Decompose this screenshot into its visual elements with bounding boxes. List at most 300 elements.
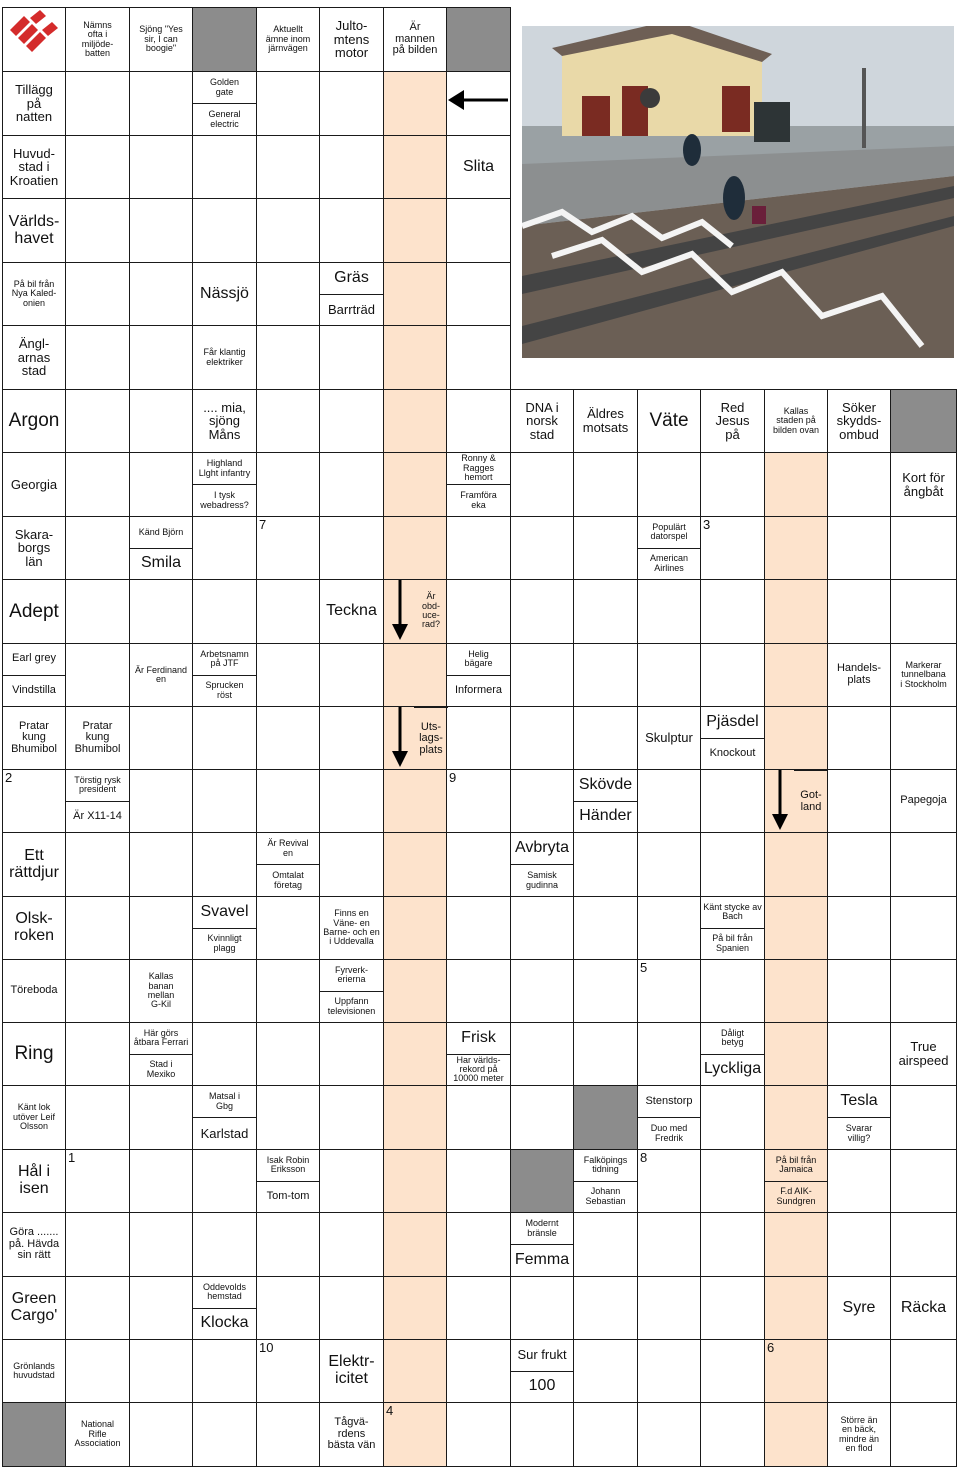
cell-number: 7 (259, 517, 267, 532)
answer-cell[interactable] (65, 896, 130, 960)
answer-cell[interactable] (65, 198, 130, 263)
answer-cell[interactable] (510, 1085, 574, 1150)
answer-cell[interactable] (192, 706, 257, 770)
clue-box (828, 1403, 890, 1466)
answer-cell[interactable] (446, 1149, 511, 1213)
answer-cell[interactable] (256, 1085, 320, 1150)
clue-box (257, 8, 319, 71)
answer-cell[interactable] (700, 1402, 765, 1467)
clue-box (3, 1023, 65, 1085)
clue-text: Matsal i Gbg (208, 1091, 240, 1111)
answer-cell[interactable] (764, 579, 828, 644)
answer-cell[interactable] (383, 896, 447, 960)
answer-cell[interactable] (256, 262, 320, 326)
clue-text: Teckna (326, 602, 377, 620)
answer-cell[interactable] (446, 769, 511, 833)
answer-cell[interactable] (890, 832, 957, 897)
answer-cell[interactable] (827, 579, 891, 644)
answer-cell[interactable] (129, 1402, 193, 1467)
answer-cell[interactable] (700, 1339, 765, 1403)
answer-cell[interactable] (827, 1022, 891, 1086)
answer-cell[interactable] (383, 1402, 447, 1467)
answer-cell[interactable] (827, 706, 891, 770)
answer-cell[interactable] (446, 198, 511, 263)
answer-cell[interactable] (129, 1212, 193, 1277)
answer-cell[interactable] (256, 1212, 320, 1277)
answer-cell[interactable] (65, 579, 130, 644)
answer-cell[interactable] (764, 959, 828, 1023)
clue-text: Nässjö (200, 284, 249, 302)
answer-cell[interactable] (890, 1149, 957, 1213)
clue-cell (256, 832, 320, 897)
answer-cell[interactable] (383, 135, 447, 199)
answer-cell[interactable] (319, 1085, 384, 1150)
answer-cell[interactable] (700, 452, 765, 517)
clue-cell (129, 516, 193, 580)
answer-cell[interactable] (827, 516, 891, 580)
clue-text: General electric (193, 103, 256, 135)
clue-cell (2, 1022, 66, 1086)
answer-cell[interactable] (192, 959, 257, 1023)
answer-cell[interactable] (129, 769, 193, 833)
answer-cell[interactable] (764, 706, 828, 770)
answer-cell[interactable] (383, 71, 447, 136)
answer-cell[interactable] (446, 325, 511, 390)
answer-cell[interactable] (256, 706, 320, 770)
answer-cell[interactable] (319, 452, 384, 517)
clue-cell (129, 959, 193, 1023)
clue-text: Göra ....... på. Hävda sin rätt (8, 1226, 60, 1262)
answer-cell[interactable] (446, 262, 511, 326)
clue-text: Händer (574, 801, 637, 833)
answer-cell[interactable] (573, 832, 638, 897)
clue-text: Isak Robin Eriksson (266, 1154, 310, 1175)
clue-box (3, 263, 65, 325)
answer-cell[interactable] (319, 769, 384, 833)
answer-cell[interactable] (637, 1149, 701, 1213)
answer-cell[interactable] (383, 769, 447, 833)
answer-cell[interactable] (65, 1085, 130, 1150)
answer-cell[interactable] (573, 516, 638, 580)
answer-cell[interactable] (637, 896, 701, 960)
answer-cell[interactable] (700, 832, 765, 897)
answer-cell[interactable] (764, 896, 828, 960)
answer-cell[interactable] (65, 643, 130, 707)
answer-cell[interactable] (446, 1339, 511, 1403)
answer-cell[interactable] (65, 516, 130, 580)
answer-cell[interactable] (129, 1339, 193, 1403)
answer-cell[interactable] (383, 643, 447, 707)
answer-cell[interactable] (256, 579, 320, 644)
answer-cell[interactable] (129, 452, 193, 517)
clue-text: Handels- plats (836, 662, 882, 686)
answer-cell[interactable] (637, 832, 701, 897)
answer-cell[interactable] (764, 1022, 828, 1086)
answer-cell[interactable] (827, 452, 891, 517)
clue-cell (192, 71, 257, 136)
cell-number: 4 (386, 1403, 394, 1418)
answer-cell[interactable] (256, 959, 320, 1023)
answer-cell[interactable] (827, 959, 891, 1023)
answer-cell[interactable] (65, 262, 130, 326)
answer-cell[interactable] (890, 1212, 957, 1277)
clue-text: I tysk webadress? (193, 484, 256, 516)
clue-box (891, 453, 956, 516)
answer-cell[interactable] (573, 959, 638, 1023)
answer-cell[interactable] (383, 516, 447, 580)
answer-cell[interactable] (827, 832, 891, 897)
answer-cell[interactable] (446, 959, 511, 1023)
clue-text: Känt lok utöver Leif Olsson (12, 1102, 56, 1132)
answer-cell[interactable] (446, 832, 511, 897)
cell-number: 9 (449, 770, 457, 785)
answer-cell[interactable] (129, 896, 193, 960)
answer-cell[interactable] (446, 1402, 511, 1467)
answer-cell[interactable] (192, 198, 257, 263)
clue-box (193, 1086, 256, 1149)
answer-cell[interactable] (764, 516, 828, 580)
clue-box (193, 1277, 256, 1339)
clue-box (574, 1150, 637, 1212)
clue-cell (890, 643, 957, 707)
answer-cell[interactable] (573, 1402, 638, 1467)
answer-cell[interactable] (573, 1339, 638, 1403)
clue-cell (192, 452, 257, 517)
clue-text: Ett rättdjur (9, 846, 59, 881)
clue-text: Syre (842, 1298, 876, 1316)
answer-cell[interactable] (65, 1022, 130, 1086)
clue-box (638, 517, 700, 579)
answer-cell[interactable] (764, 832, 828, 897)
clue-cell (637, 706, 701, 770)
clue-cell (2, 579, 66, 644)
answer-cell[interactable] (129, 1149, 193, 1213)
answer-cell[interactable] (510, 579, 574, 644)
answer-cell[interactable] (890, 896, 957, 960)
clue-text: Känt stycke av Bach (703, 901, 762, 922)
answer-cell[interactable] (383, 198, 447, 263)
clue-text: American Airlines (638, 548, 700, 580)
answer-cell[interactable] (764, 1085, 828, 1150)
answer-cell[interactable] (383, 1022, 447, 1086)
clue-cell (319, 262, 384, 326)
answer-cell[interactable] (637, 452, 701, 517)
clue-box (3, 707, 65, 769)
answer-cell[interactable] (637, 579, 701, 644)
answer-cell[interactable] (827, 1149, 891, 1213)
answer-cell[interactable] (700, 1212, 765, 1277)
cell-number: 10 (259, 1340, 274, 1355)
answer-cell[interactable] (319, 389, 384, 453)
answer-cell[interactable] (2, 769, 66, 833)
answer-cell[interactable] (319, 135, 384, 199)
answer-cell[interactable] (383, 1276, 447, 1340)
answer-cell[interactable] (256, 1402, 320, 1467)
answer-cell[interactable] (764, 643, 828, 707)
clue-text: Väte (649, 410, 689, 432)
answer-cell[interactable] (890, 706, 957, 770)
answer-cell[interactable] (319, 1149, 384, 1213)
answer-cell[interactable] (383, 959, 447, 1023)
answer-cell[interactable] (319, 71, 384, 136)
answer-cell[interactable] (192, 1402, 257, 1467)
answer-cell[interactable] (65, 959, 130, 1023)
answer-cell[interactable] (573, 452, 638, 517)
clue-text: Räcka (900, 1298, 947, 1316)
answer-cell[interactable] (319, 706, 384, 770)
answer-cell[interactable] (192, 769, 257, 833)
answer-cell[interactable] (510, 452, 574, 517)
answer-cell[interactable] (764, 1402, 828, 1467)
clue-box (320, 1403, 383, 1466)
answer-cell[interactable] (129, 262, 193, 326)
answer-cell[interactable] (192, 1149, 257, 1213)
answer-cell[interactable] (510, 1022, 574, 1086)
answer-cell[interactable] (65, 325, 130, 390)
clue-text: Världs- havet (8, 212, 60, 247)
clue-text: Duo med Fredrik (638, 1117, 700, 1149)
clue-text: Populärt datorspel (650, 521, 688, 542)
answer-cell[interactable] (319, 643, 384, 707)
answer-cell[interactable] (256, 1022, 320, 1086)
answer-cell[interactable] (890, 1339, 957, 1403)
answer-cell[interactable] (319, 832, 384, 897)
answer-cell[interactable] (192, 1339, 257, 1403)
answer-cell (573, 1085, 638, 1150)
answer-cell[interactable] (129, 832, 193, 897)
clue-text: Arbetsnamn på JTF (200, 648, 249, 669)
clue-cell (890, 1022, 957, 1086)
answer-cell[interactable] (764, 452, 828, 517)
answer-cell[interactable] (446, 1212, 511, 1277)
answer-cell[interactable] (890, 959, 957, 1023)
answer-cell[interactable] (637, 1276, 701, 1340)
clue-text: Uppfann televisionen (320, 991, 383, 1023)
answer-cell[interactable] (573, 579, 638, 644)
clue-text: Sur frukt (517, 1347, 567, 1363)
answer-cell[interactable] (573, 1276, 638, 1340)
answer-cell[interactable] (192, 1022, 257, 1086)
answer-cell[interactable] (129, 325, 193, 390)
clue-box (3, 644, 65, 706)
answer-cell[interactable] (446, 516, 511, 580)
answer-cell[interactable] (65, 389, 130, 453)
answer-cell[interactable] (383, 1339, 447, 1403)
answer-cell[interactable] (700, 959, 765, 1023)
clue-cell (2, 896, 66, 960)
answer-cell[interactable] (65, 1339, 130, 1403)
answer-cell[interactable] (700, 1085, 765, 1150)
answer-cell[interactable] (383, 262, 447, 326)
answer-cell (446, 7, 511, 72)
answer-cell[interactable] (890, 516, 957, 580)
clue-text: Golden gate (209, 77, 240, 97)
answer-cell[interactable] (510, 959, 574, 1023)
answer-cell[interactable] (192, 516, 257, 580)
clue-cell (2, 516, 66, 580)
answer-cell[interactable] (129, 1276, 193, 1340)
answer-cell[interactable] (319, 198, 384, 263)
answer-cell[interactable] (510, 896, 574, 960)
answer-cell[interactable] (510, 1276, 574, 1340)
answer-cell[interactable] (637, 1212, 701, 1277)
answer-cell[interactable] (129, 198, 193, 263)
answer-cell[interactable] (65, 1212, 130, 1277)
clue-text: Känd Björn (138, 526, 184, 537)
clue-text: 100 (511, 1371, 573, 1403)
answer-cell[interactable] (129, 71, 193, 136)
answer-cell[interactable] (700, 579, 765, 644)
down-arrow-icon (772, 770, 788, 832)
answer-cell[interactable] (637, 1402, 701, 1467)
answer-cell[interactable] (319, 1276, 384, 1340)
clue-box (765, 1150, 827, 1212)
answer-cell[interactable] (446, 389, 511, 453)
answer-cell[interactable] (319, 1022, 384, 1086)
station-photo (522, 26, 954, 358)
clue-text: Argon (8, 410, 60, 432)
answer-cell[interactable] (827, 1339, 891, 1403)
answer-cell[interactable] (129, 1085, 193, 1150)
answer-cell[interactable] (510, 643, 574, 707)
answer-cell[interactable] (446, 579, 511, 644)
answer-cell[interactable] (383, 832, 447, 897)
clue-text: Är Revival en (267, 838, 309, 858)
answer-cell[interactable] (446, 1276, 511, 1340)
answer-cell[interactable] (510, 516, 574, 580)
clue-text: Stenstorp (645, 1094, 693, 1107)
clue-cell (573, 769, 638, 833)
answer-cell[interactable] (256, 1339, 320, 1403)
answer-cell[interactable] (256, 325, 320, 390)
answer-cell[interactable] (65, 1149, 130, 1213)
answer-cell[interactable] (256, 135, 320, 199)
answer-cell[interactable] (637, 959, 701, 1023)
answer-cell[interactable] (700, 643, 765, 707)
answer-cell[interactable] (256, 198, 320, 263)
answer-cell[interactable] (65, 71, 130, 136)
answer-cell[interactable] (573, 1022, 638, 1086)
answer-cell[interactable] (890, 1402, 957, 1467)
answer-cell[interactable] (65, 832, 130, 897)
answer-cell[interactable] (129, 135, 193, 199)
answer-cell[interactable] (383, 1085, 447, 1150)
clue-text: Oddevolds hemstad (202, 1281, 247, 1302)
answer-cell[interactable] (510, 1402, 574, 1467)
answer-cell[interactable] (700, 769, 765, 833)
clue-text: Karlstad (193, 1117, 256, 1149)
answer-cell[interactable] (573, 643, 638, 707)
clue-text: Kort för ångbåt (902, 469, 945, 499)
answer-cell[interactable] (573, 896, 638, 960)
answer-cell[interactable] (573, 1212, 638, 1277)
answer-cell[interactable] (764, 1339, 828, 1403)
clue-text: Elektr- icitet (328, 1353, 375, 1387)
answer-cell[interactable] (192, 832, 257, 897)
answer-cell[interactable] (192, 135, 257, 199)
answer-cell[interactable] (383, 389, 447, 453)
answer-cell[interactable] (383, 452, 447, 517)
answer-cell[interactable] (65, 135, 130, 199)
clue-box (447, 453, 510, 516)
answer-cell[interactable] (256, 1276, 320, 1340)
answer-cell[interactable] (890, 579, 957, 644)
answer-cell[interactable] (256, 516, 320, 580)
clue-text: Green Cargo' (10, 1290, 58, 1324)
answer-cell[interactable] (129, 389, 193, 453)
clue-cell (319, 579, 384, 644)
answer-cell[interactable] (383, 325, 447, 390)
clue-cell (319, 896, 384, 960)
answer-cell[interactable] (890, 1085, 957, 1150)
clue-text: Hål i isen (17, 1163, 50, 1197)
answer-cell[interactable] (446, 706, 511, 770)
clue-cell (446, 1022, 511, 1086)
answer-cell[interactable] (700, 516, 765, 580)
answer-cell[interactable] (764, 1276, 828, 1340)
answer-cell[interactable] (65, 1276, 130, 1340)
clue-box (701, 707, 764, 769)
answer-cell[interactable] (637, 1339, 701, 1403)
answer-cell[interactable] (129, 579, 193, 644)
answer-cell[interactable] (319, 516, 384, 580)
answer-cell[interactable] (256, 643, 320, 707)
clue-cell (65, 7, 130, 72)
answer-cell[interactable] (700, 1149, 765, 1213)
answer-cell[interactable] (65, 452, 130, 517)
clue-box (638, 707, 700, 769)
answer-cell[interactable] (256, 769, 320, 833)
answer-cell[interactable] (256, 389, 320, 453)
answer-cell[interactable] (383, 1149, 447, 1213)
answer-cell[interactable] (192, 1212, 257, 1277)
answer-cell[interactable] (700, 1276, 765, 1340)
answer-cell[interactable] (256, 71, 320, 136)
answer-cell[interactable] (637, 1022, 701, 1086)
clue-text: Större än en bäck, mindre än en flod (838, 1414, 880, 1453)
answer-cell[interactable] (256, 452, 320, 517)
left-arrow-icon (448, 88, 510, 112)
answer-cell[interactable] (446, 1085, 511, 1150)
answer-cell[interactable] (510, 706, 574, 770)
clue-cell (764, 1149, 828, 1213)
clue-box (828, 644, 890, 706)
clue-box (66, 8, 129, 71)
answer-cell[interactable] (637, 769, 701, 833)
answer-cell[interactable] (510, 769, 574, 833)
clue-text: Olsk- roken (13, 910, 55, 944)
clue-box (828, 1086, 890, 1149)
answer-cell[interactable] (573, 706, 638, 770)
answer-cell[interactable] (764, 1212, 828, 1277)
answer-cell[interactable] (319, 325, 384, 390)
answer-cell[interactable] (827, 1212, 891, 1277)
answer-cell[interactable] (192, 579, 257, 644)
clue-text: Söker skydds- ombud (836, 399, 882, 442)
answer-cell[interactable] (827, 896, 891, 960)
answer-cell[interactable] (319, 1212, 384, 1277)
answer-cell[interactable] (256, 896, 320, 960)
answer-cell[interactable] (637, 643, 701, 707)
clue-text: Är obd- uce- rad? (421, 591, 440, 630)
answer-cell[interactable] (827, 769, 891, 833)
answer-cell[interactable] (446, 896, 511, 960)
answer-cell[interactable] (383, 1212, 447, 1277)
answer-cell[interactable] (129, 706, 193, 770)
clue-text: Frisk (461, 1028, 496, 1046)
clue-text: Femma (511, 1244, 573, 1276)
clue-cell (2, 198, 66, 263)
